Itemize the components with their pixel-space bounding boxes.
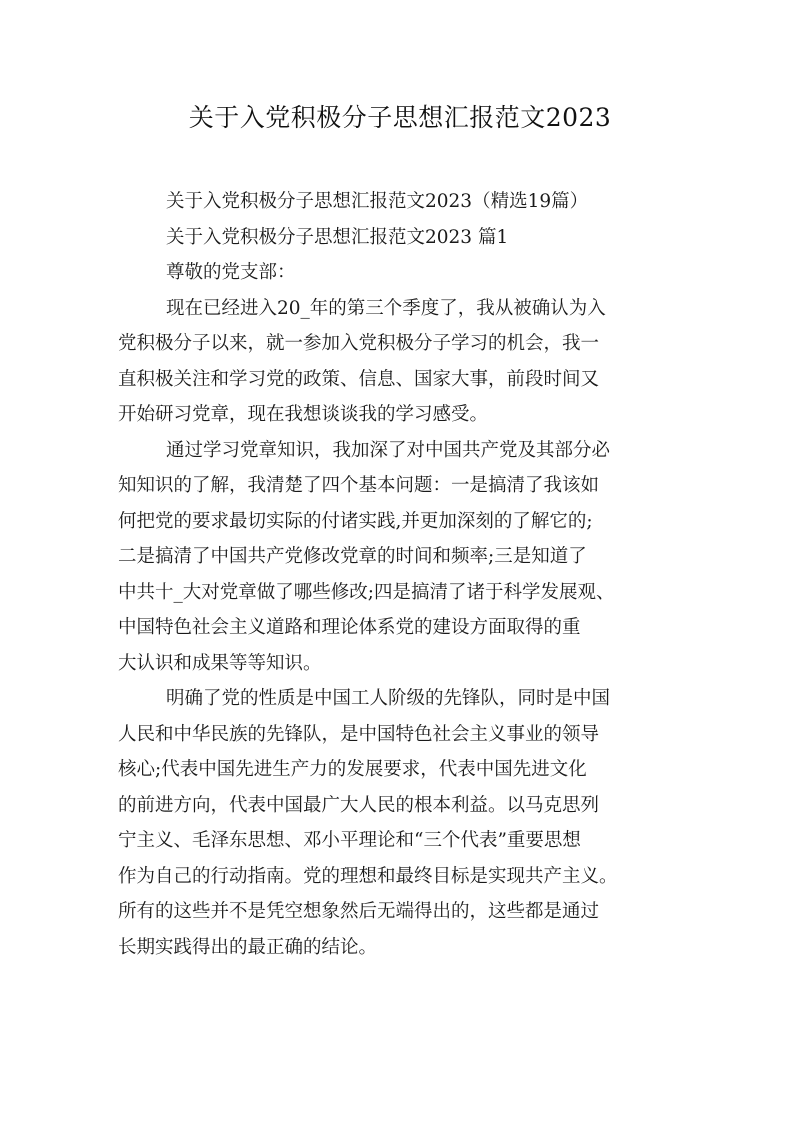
text-line: 作为自己的行动指南。党的理想和最终目标是实现共产主义。 (118, 865, 618, 887)
text-line: 现在已经进入20_年的第三个季度了，我从被确认为入 (166, 297, 606, 319)
text-line: 的前进方向，代表中国最广大人民的根本利益。以马克思列 (118, 794, 600, 816)
text-line: 中国特色社会主义道路和理论体系党的建设方面取得的重 (118, 617, 581, 638)
text-line: 宁主义、毛泽东思想、邓小平理论和“三个代表”重要思想 (118, 830, 581, 851)
text-line: 明确了党的性质是中国工人阶级的先锋队，同时是中国 (166, 688, 611, 709)
text-line: 关于入党积极分子思想汇报范文2023 篇1 (166, 226, 509, 248)
text-line: 二是搞清了中国共产党修改党章的时间和频率;三是知道了 (118, 546, 587, 567)
text-line: 开始研习党章，现在我想谈谈我的学习感受。 (118, 404, 489, 425)
text-line: 核心;代表中国先进生产力的发展要求，代表中国先进文化 (118, 759, 587, 780)
text-line: 人民和中华民族的先锋队，是中国特色社会主义事业的领导 (118, 723, 600, 745)
text-line: 通过学习党章知识，我加深了对中国共产党及其部分必 (166, 439, 611, 461)
text-line: 党积极分子以来，就一参加入党积极分子学习的机会，我一 (118, 333, 600, 354)
text-line: 尊敬的党支部： (166, 262, 296, 283)
text-line: 何把党的要求最切实际的付诸实践,并更加深刻的了解它的; (118, 510, 593, 532)
text-line: 长期实践得出的最正确的结论。 (118, 936, 378, 958)
document-title: 关于入党积极分子思想汇报范文2023 (188, 103, 612, 132)
text-line: 直积极关注和学习党的政策、信息、国家大事，前段时间又 (118, 368, 600, 390)
text-line: 中共十_大对党章做了哪些修改;四是搞清了诸于科学发展观、 (118, 581, 615, 603)
text-line: 所有的这些并不是凭空想象然后无端得出的，这些都是通过 (118, 901, 600, 922)
text-line: 关于入党积极分子思想汇报范文2023（精选19篇） (166, 191, 589, 212)
text-line: 知知识的了解，我清楚了四个基本问题：一是搞清了我该如 (118, 475, 600, 496)
document-body (118, 184, 688, 965)
text-line: 大认识和成果等等知识。 (118, 652, 322, 674)
